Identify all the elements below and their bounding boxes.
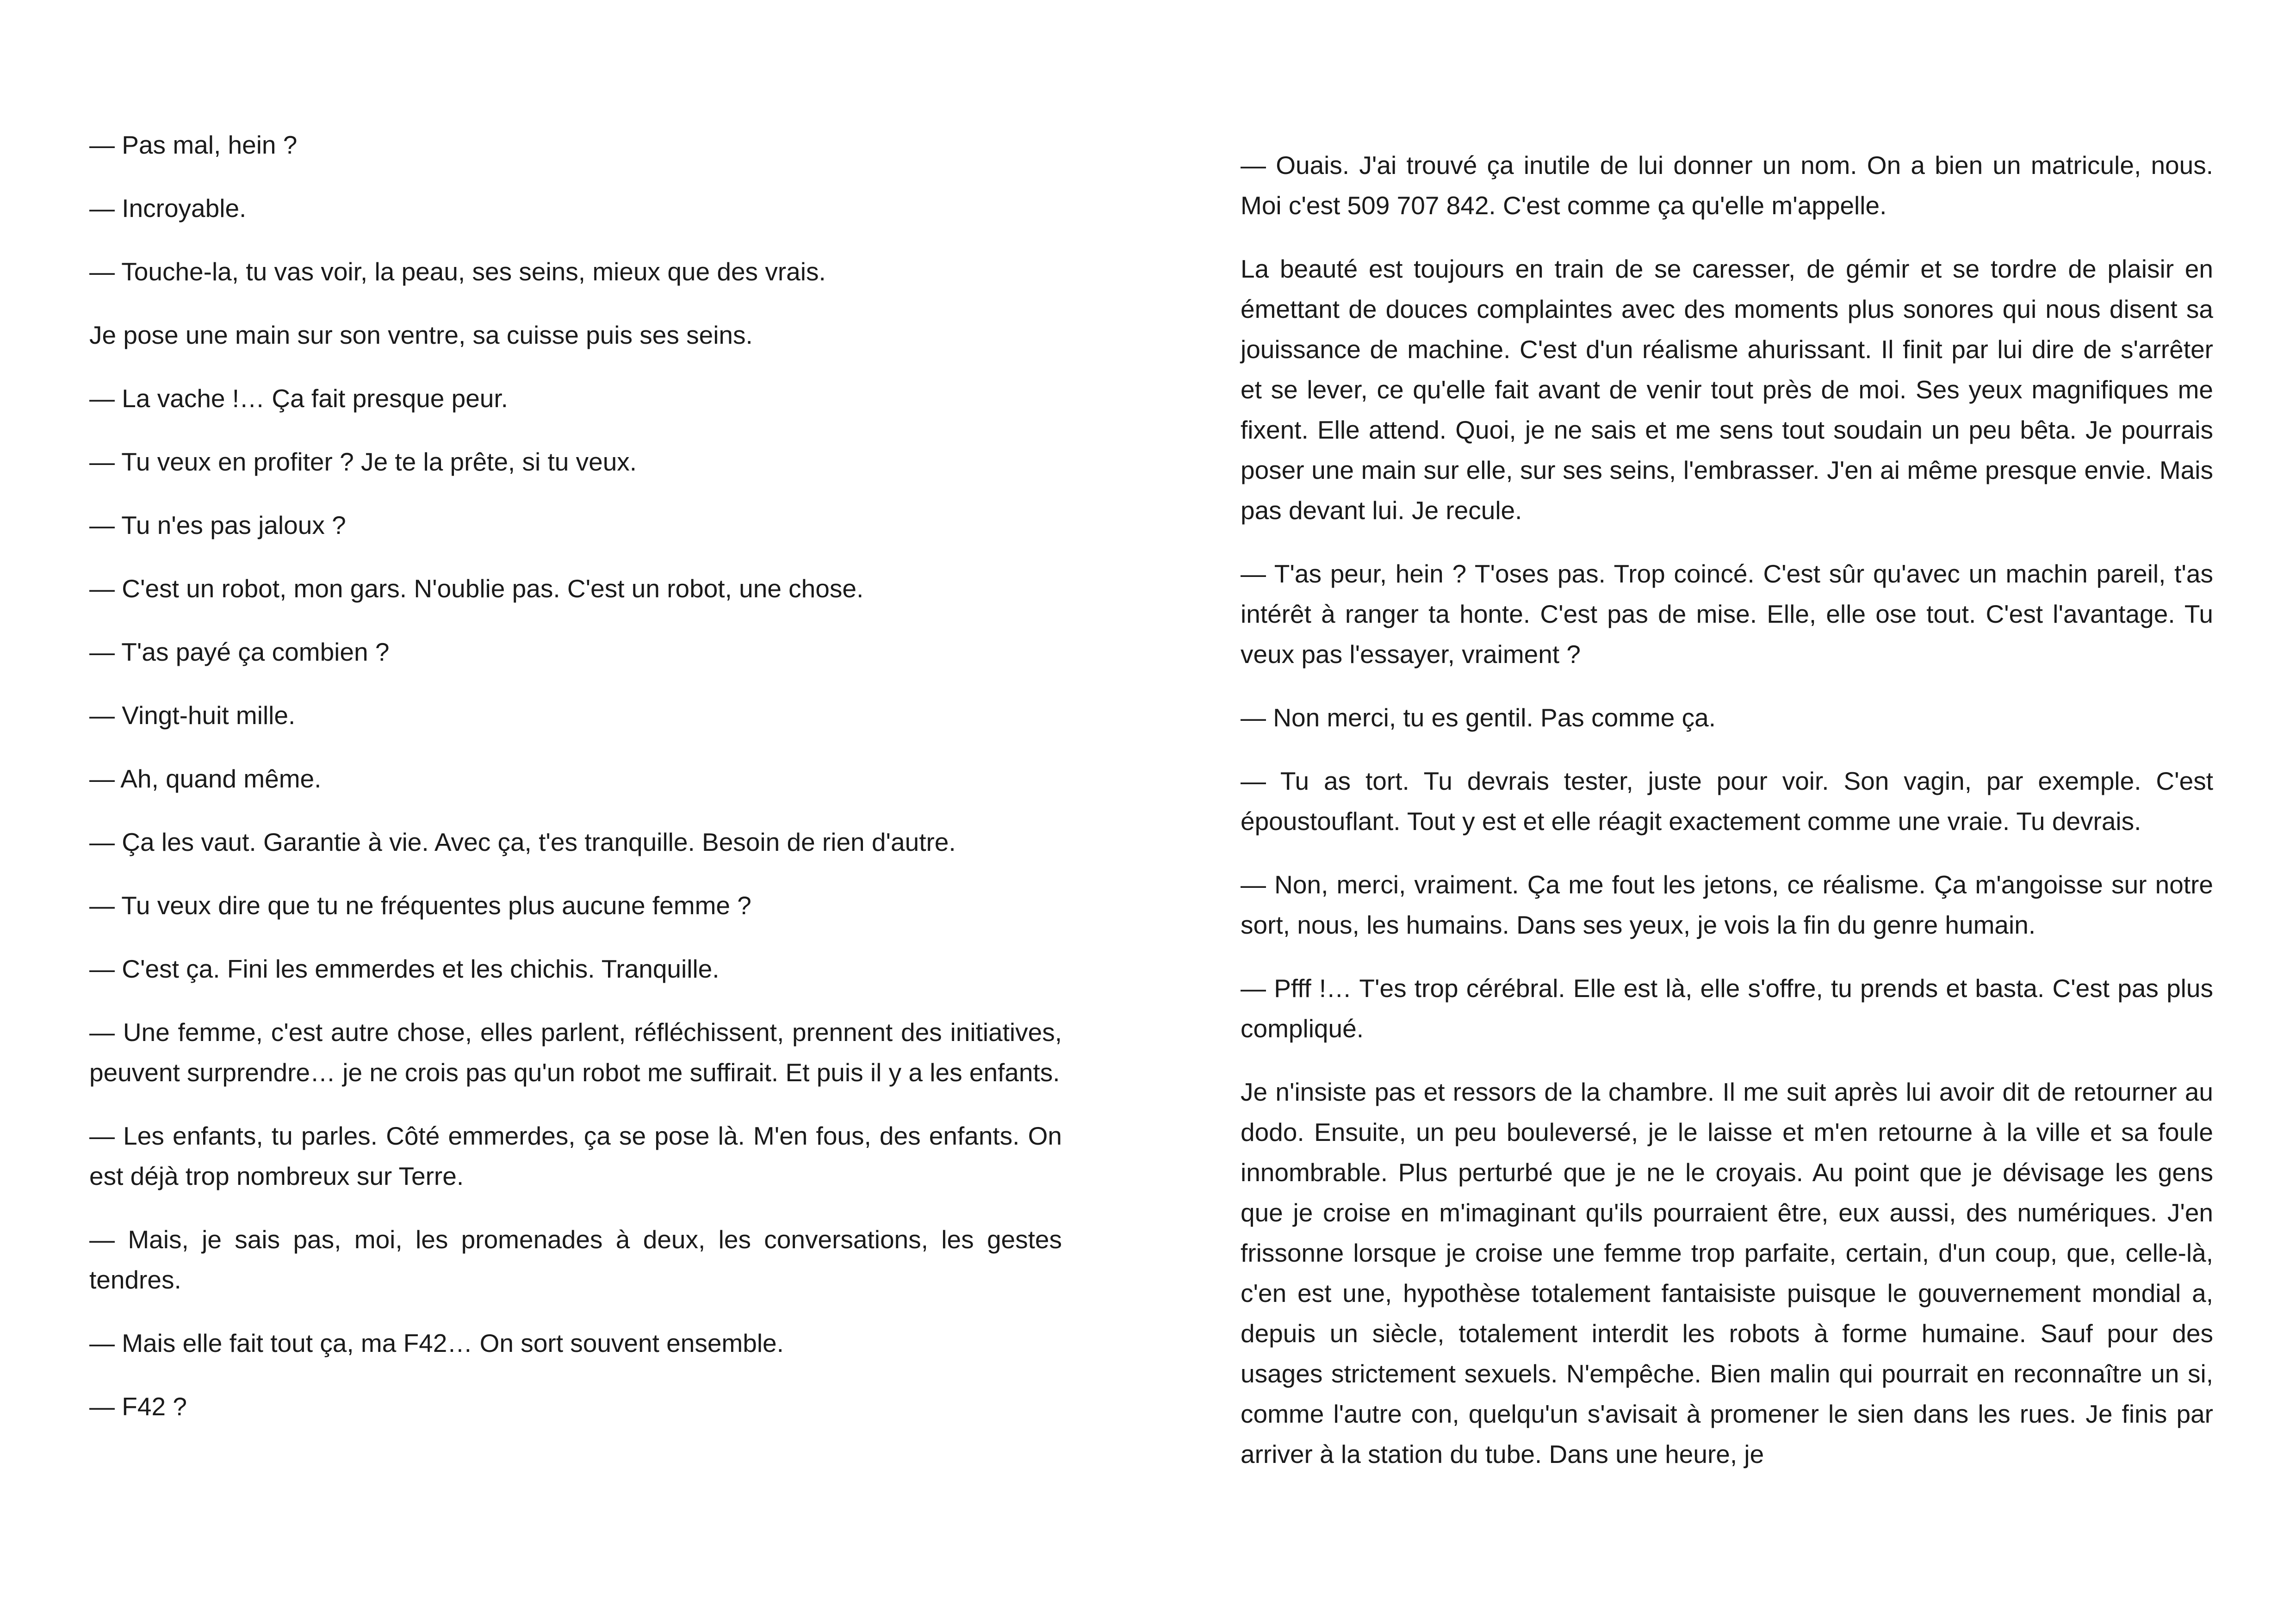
paragraph: Je n'insiste pas et ressors de la chambre. Il me suit après lui avoir dit de retourner au dodo. Ensuite, un peu bouleversé, je le laisse et m'en retourne à la ville et sa foule innombrable. Plus perturbé que je ne le croyais. Au point que je dévisage les gens que je croise en m'imaginant qu'ils pourraient être, eux aussi, des numériques. J'en frissonne lorsque je croise une femme trop parfaite, certain, d'un coup, que, celle-là, c'en est une, hypothèse totalement fantaisiste puisque le gouvernement mondial a, depuis un siècle, totalement interdit les robots à forme humaine. Sauf pour des usages strictement sexuels. N'empêche. Bien malin qui pourrait en reconnaître un si, comme l'autre con, quelqu'un s'avisait à promener le sien dans les rues. Je finis par arriver à la station du tube. Dans une heure, je: [1241, 1078, 2213, 1468]
paragraph: — Mais, je sais pas, moi, les promenades à deux, les conversations, les gestes tendres.: [89, 1225, 1062, 1294]
paragraph: — Non merci, tu es gentil. Pas comme ça.: [1241, 703, 1716, 732]
left-page: [89, 125, 1062, 1427]
paragraph: Je pose une main sur son ventre, sa cuisse puis ses seins.: [89, 321, 753, 349]
paragraph: La beauté est toujours en train de se caresser, de gémir et se tordre de plaisir en émettant de douces complaintes avec des moments plus sonores qui nous disent sa jouissance de machine. C'est d'un réalisme ahurissant. Il finit par lui dire de s'arrêter et se lever, ce qu'elle fait avant de venir tout près de moi. Ses yeux magnifiques me fixent. Elle attend. Quoi, je ne sais et me sens tout soudain un peu bêta. Je pourrais poser une main sur elle, sur ses seins, l'embrasser. J'en ai même presque envie. Mais pas devant lui. Je recule.: [1241, 254, 2213, 525]
paragraph: — Tu as tort. Tu devrais tester, juste pour voir. Son vagin, par exemple. C'est époustouflant. Tout y est et elle réagit exactement comme une vraie. Tu devrais.: [1241, 767, 2213, 836]
paragraph: — Ça les vaut. Garantie à vie. Avec ça, t'es tranquille. Besoin de rien d'autre.: [89, 828, 956, 856]
paragraph: — Pas mal, hein ?: [89, 130, 298, 159]
paragraph: — Les enfants, tu parles. Côté emmerdes, ça se pose là. M'en fous, des enfants. On est déjà trop nombreux sur Terre.: [89, 1121, 1062, 1190]
paragraph: — T'as peur, hein ? T'oses pas. Trop coincé. C'est sûr qu'avec un machin pareil, t'as intérêt à ranger ta honte. C'est pas de mise. Elle, elle ose tout. C'est l'avantage. Tu veux pas l'essayer, vraiment ?: [1241, 559, 2213, 669]
paragraph: — Incroyable.: [89, 194, 247, 223]
right-page: [1241, 145, 2213, 1474]
paragraph: — Touche-la, tu vas voir, la peau, ses seins, mieux que des vrais.: [89, 257, 826, 286]
paragraph: — Ouais. J'ai trouvé ça inutile de lui donner un nom. On a bien un matricule, nous. Moi c'est 509 707 842. C'est comme ça qu'elle m'appelle.: [1241, 151, 2213, 220]
paragraph: — Tu n'es pas jaloux ?: [89, 511, 346, 539]
paragraph: — C'est un robot, mon gars. N'oublie pas. C'est un robot, une chose.: [89, 574, 864, 603]
paragraph: — Une femme, c'est autre chose, elles parlent, réfléchissent, prennent des initiatives, peuvent surprendre… je ne crois pas qu'un robot me suffirait. Et puis il y a les enfants.: [89, 1018, 1062, 1087]
paragraph: — Pfff !… T'es trop cérébral. Elle est là, elle s'offre, tu prends et basta. C'est pas plus compliqué.: [1241, 974, 2213, 1043]
paragraph: — Mais elle fait tout ça, ma F42… On sort souvent ensemble.: [89, 1329, 784, 1357]
paragraph: — Tu veux en profiter ? Je te la prête, si tu veux.: [89, 447, 637, 476]
paragraph: — La vache !… Ça fait presque peur.: [89, 384, 508, 413]
paragraph: — Vingt-huit mille.: [89, 701, 296, 730]
paragraph: — Ah, quand même.: [89, 764, 322, 793]
paragraph: — F42 ?: [89, 1392, 187, 1421]
paragraph: — T'as payé ça combien ?: [89, 638, 390, 666]
paragraph: — C'est ça. Fini les emmerdes et les chichis. Tranquille.: [89, 954, 720, 983]
paragraph: — Tu veux dire que tu ne fréquentes plus aucune femme ?: [89, 891, 751, 920]
paragraph: — Non, merci, vraiment. Ça me fout les jetons, ce réalisme. Ça m'angoisse sur notre sort, nous, les humains. Dans ses yeux, je vois la fin du genre humain.: [1241, 870, 2213, 939]
